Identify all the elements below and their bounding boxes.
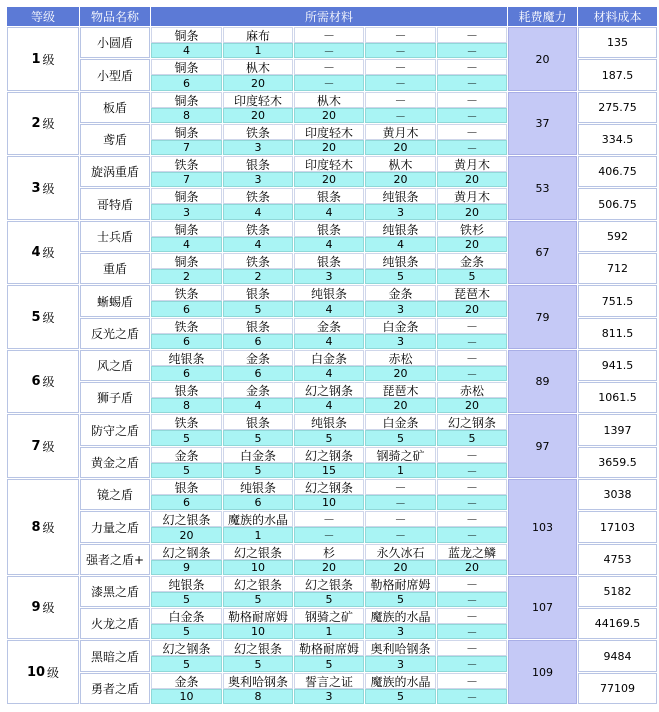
material-name-cell: －	[365, 27, 436, 43]
material-quantity-cell: 3	[365, 204, 436, 220]
level-number: 6	[31, 374, 41, 389]
material-quantity-cell: 6	[151, 75, 222, 91]
level-cell	[7, 350, 79, 413]
material-quantity-cell: 1	[223, 43, 293, 58]
item-name-cell: 狮子盾	[80, 382, 150, 413]
item-name-cell: 强者之盾+	[80, 544, 150, 575]
material-quantity-cell: 20	[365, 398, 436, 413]
material-quantity-cell: 4	[294, 398, 364, 413]
material-quantity-cell: －	[437, 592, 507, 607]
level-cell	[7, 576, 79, 639]
material-quantity-cell: 5	[365, 269, 436, 284]
item-name-cell: 重盾	[80, 253, 150, 284]
material-name-cell: －	[365, 59, 436, 75]
level-number: 3	[31, 180, 41, 196]
material-quantity-cell: －	[437, 495, 507, 510]
level-number: 7	[31, 438, 41, 454]
level-suffix: 级	[42, 375, 55, 389]
mana-cost-cell: 53	[508, 156, 577, 220]
item-name-cell: 旋涡重盾	[80, 156, 150, 187]
item-name-cell: 士兵盾	[80, 221, 150, 252]
level-cell	[7, 221, 79, 284]
material-name-cell: 幻之银条	[223, 576, 293, 592]
material-quantity-cell: －	[437, 108, 507, 123]
item-name-cell: 小圆盾	[80, 27, 150, 58]
material-quantity-cell: 6	[223, 366, 293, 381]
material-name-cell: －	[294, 511, 364, 527]
material-quantity-cell: 20	[365, 140, 436, 155]
material-name-cell: －	[437, 124, 507, 140]
material-name-cell: 铁条	[223, 221, 293, 237]
material-name-cell: 银条	[223, 414, 293, 430]
level-number: 4	[31, 245, 41, 260]
item-name-cell: 漆黑之盾	[80, 576, 150, 607]
material-quantity-cell: 20	[437, 301, 507, 317]
mana-cost-cell: 79	[508, 285, 577, 349]
item-name-cell: 哥特盾	[80, 188, 150, 220]
material-quantity-cell: 4	[294, 366, 364, 381]
material-name-cell: 幻之钢条	[151, 544, 222, 560]
level-number: 2	[31, 116, 41, 131]
material-quantity-cell: －	[365, 75, 436, 91]
material-cost-cell: 3659.5	[578, 447, 657, 478]
material-name-cell: 金条	[151, 673, 222, 689]
material-name-cell: 白金条	[151, 608, 222, 624]
level-suffix: 级	[42, 601, 55, 615]
material-quantity-cell: 5	[437, 430, 507, 446]
material-quantity-cell: 20	[294, 140, 364, 155]
material-name-cell: －	[437, 447, 507, 463]
material-name-cell: 铜条	[151, 59, 222, 75]
header-materials: 所需材料	[151, 7, 507, 26]
material-quantity-cell: 3	[223, 172, 293, 187]
item-name-cell: 黄金之盾	[80, 447, 150, 478]
level-suffix: 级	[42, 520, 55, 535]
material-quantity-cell: 8	[151, 398, 222, 413]
material-quantity-cell: －	[437, 366, 507, 381]
material-cost-cell: 9484	[578, 640, 657, 672]
material-quantity-cell: －	[437, 334, 507, 349]
level-suffix: 级	[42, 310, 55, 325]
item-name-cell: 黑暗之盾	[80, 640, 150, 672]
material-quantity-cell: 8	[223, 689, 293, 704]
material-name-cell: 誓言之证	[294, 673, 364, 689]
material-quantity-cell: 20	[437, 560, 507, 575]
material-name-cell: 勒格耐席姆	[294, 640, 364, 656]
material-quantity-cell: 6	[223, 495, 293, 510]
material-name-cell: 枞木	[223, 59, 293, 75]
material-name-cell: －	[294, 59, 364, 75]
level-cell	[7, 92, 79, 155]
material-cost-cell: 4753	[578, 544, 657, 575]
material-name-cell: 枞木	[294, 92, 364, 108]
material-quantity-cell: 4	[151, 43, 222, 58]
material-name-cell: 幻之钢条	[294, 382, 364, 398]
material-name-cell: 纯银条	[294, 414, 364, 430]
level-cell	[7, 285, 79, 349]
material-cost-cell: 811.5	[578, 318, 657, 349]
material-name-cell: －	[437, 673, 507, 689]
material-name-cell: －	[437, 640, 507, 656]
material-quantity-cell: －	[437, 656, 507, 672]
material-name-cell: 铁条	[151, 318, 222, 334]
material-name-cell: 魔族的水晶	[365, 608, 436, 624]
header-item-name: 物品名称	[80, 7, 150, 26]
material-name-cell: 铁杉	[437, 221, 507, 237]
material-name-cell: 奥利哈钢条	[223, 673, 293, 689]
material-quantity-cell: 1	[365, 463, 436, 478]
material-quantity-cell: －	[437, 527, 507, 543]
material-name-cell: 幻之银条	[223, 640, 293, 656]
material-quantity-cell: 5	[365, 689, 436, 704]
mana-cost-cell: 67	[508, 221, 577, 284]
material-quantity-cell: －	[437, 43, 507, 58]
material-name-cell: 铁条	[151, 156, 222, 172]
material-name-cell: 琵琶木	[437, 285, 507, 301]
material-name-cell: 枞木	[365, 156, 436, 172]
material-quantity-cell: 4	[223, 204, 293, 220]
material-quantity-cell: 20	[223, 75, 293, 91]
material-cost-cell: 275.75	[578, 92, 657, 123]
material-quantity-cell: －	[365, 527, 436, 543]
item-name-cell: 风之盾	[80, 350, 150, 381]
material-name-cell: 银条	[223, 318, 293, 334]
material-name-cell: 杉	[294, 544, 364, 560]
material-quantity-cell: 5	[223, 656, 293, 672]
material-cost-cell: 592	[578, 221, 657, 252]
material-quantity-cell: －	[294, 75, 364, 91]
material-name-cell: 印度轻木	[223, 92, 293, 108]
material-name-cell: 勒格耐席姆	[365, 576, 436, 592]
material-quantity-cell: －	[294, 43, 364, 58]
material-quantity-cell: 7	[151, 172, 222, 187]
material-name-cell: 赤松	[365, 350, 436, 366]
material-name-cell: －	[437, 608, 507, 624]
material-name-cell: 钢骑之矿	[365, 447, 436, 463]
material-quantity-cell: 20	[437, 237, 507, 252]
material-name-cell: －	[437, 92, 507, 108]
mana-cost-cell: 97	[508, 414, 577, 478]
material-name-cell: 金条	[294, 318, 364, 334]
material-quantity-cell: 5	[223, 301, 293, 317]
material-quantity-cell: 8	[151, 108, 222, 123]
material-quantity-cell: 3	[365, 656, 436, 672]
material-name-cell: 金条	[223, 350, 293, 366]
material-name-cell: 幻之银条	[151, 511, 222, 527]
material-quantity-cell: 20	[365, 560, 436, 575]
material-quantity-cell: 3	[365, 334, 436, 349]
material-name-cell: －	[437, 479, 507, 495]
material-quantity-cell: 5	[151, 656, 222, 672]
level-number: 1	[31, 51, 41, 67]
material-name-cell: 银条	[223, 156, 293, 172]
level-suffix: 级	[42, 246, 55, 260]
material-name-cell: －	[365, 479, 436, 495]
material-quantity-cell: －	[437, 689, 507, 704]
material-quantity-cell: 1	[294, 624, 364, 639]
material-name-cell: －	[294, 27, 364, 43]
item-name-cell: 防守之盾	[80, 414, 150, 446]
material-cost-cell: 506.75	[578, 188, 657, 220]
material-name-cell: 银条	[294, 188, 364, 204]
material-quantity-cell: 6	[151, 301, 222, 317]
material-quantity-cell: 4	[223, 237, 293, 252]
material-quantity-cell: 5	[294, 656, 364, 672]
material-quantity-cell: 10	[294, 495, 364, 510]
material-name-cell: 铁条	[151, 414, 222, 430]
material-name-cell: 铜条	[151, 124, 222, 140]
material-name-cell: －	[437, 318, 507, 334]
material-name-cell: 白金条	[365, 318, 436, 334]
header-mana-cost: 耗费魔力	[508, 7, 577, 26]
material-quantity-cell: 20	[437, 172, 507, 187]
material-quantity-cell: 20	[437, 204, 507, 220]
material-name-cell: 纯银条	[365, 221, 436, 237]
material-quantity-cell: 20	[151, 527, 222, 543]
material-name-cell: －	[437, 576, 507, 592]
material-name-cell: 铜条	[151, 221, 222, 237]
material-quantity-cell: 4	[294, 237, 364, 252]
material-name-cell: 金条	[151, 447, 222, 463]
material-name-cell: 纯银条	[223, 479, 293, 495]
item-name-cell: 小型盾	[80, 59, 150, 91]
material-quantity-cell: 5	[151, 592, 222, 607]
material-quantity-cell: 4	[294, 301, 364, 317]
level-number: 9	[31, 600, 41, 615]
material-quantity-cell: 5	[437, 269, 507, 284]
level-suffix: 级	[42, 52, 55, 67]
material-cost-cell: 77109	[578, 673, 657, 704]
material-quantity-cell: 5	[294, 592, 364, 607]
material-quantity-cell: －	[437, 140, 507, 155]
material-name-cell: 银条	[223, 285, 293, 301]
material-quantity-cell: 10	[151, 689, 222, 704]
material-quantity-cell: 6	[151, 366, 222, 381]
material-quantity-cell: 20	[437, 398, 507, 413]
material-quantity-cell: 5	[365, 592, 436, 607]
material-quantity-cell: 4	[294, 204, 364, 220]
item-name-cell: 镜之盾	[80, 479, 150, 510]
material-cost-cell: 17103	[578, 511, 657, 543]
material-quantity-cell: －	[437, 463, 507, 478]
material-name-cell: 赤松	[437, 382, 507, 398]
level-suffix: 级	[42, 181, 55, 196]
material-quantity-cell: 5	[223, 430, 293, 446]
material-name-cell: 魔族的水晶	[365, 673, 436, 689]
material-quantity-cell: 2	[223, 269, 293, 284]
material-quantity-cell: 5	[151, 430, 222, 446]
material-name-cell: 纯银条	[151, 576, 222, 592]
material-name-cell: 印度轻木	[294, 156, 364, 172]
material-name-cell: 银条	[151, 382, 222, 398]
material-quantity-cell: 5	[151, 624, 222, 639]
material-quantity-cell: 20	[365, 366, 436, 381]
material-quantity-cell: －	[365, 495, 436, 510]
material-cost-cell: 941.5	[578, 350, 657, 381]
material-quantity-cell: 20	[294, 560, 364, 575]
material-quantity-cell: 4	[223, 398, 293, 413]
material-name-cell: 铁条	[151, 285, 222, 301]
material-quantity-cell: 7	[151, 140, 222, 155]
material-cost-cell: 5182	[578, 576, 657, 607]
material-name-cell: －	[365, 92, 436, 108]
material-quantity-cell: 10	[223, 560, 293, 575]
material-name-cell: 铜条	[151, 253, 222, 269]
material-quantity-cell: 3	[294, 689, 364, 704]
material-name-cell: 纯银条	[365, 188, 436, 204]
material-name-cell: 铜条	[151, 27, 222, 43]
material-cost-cell: 1397	[578, 414, 657, 446]
material-name-cell: 琵琶木	[365, 382, 436, 398]
material-name-cell: 纯银条	[365, 253, 436, 269]
material-name-cell: －	[437, 350, 507, 366]
material-name-cell: 奥利哈钢条	[365, 640, 436, 656]
material-quantity-cell: 4	[294, 334, 364, 349]
material-quantity-cell: 3	[223, 140, 293, 155]
material-name-cell: 铁条	[223, 253, 293, 269]
material-quantity-cell: 6	[151, 495, 222, 510]
material-name-cell: 勒格耐席姆	[223, 608, 293, 624]
material-name-cell: 蓝龙之鳞	[437, 544, 507, 560]
item-name-cell: 火龙之盾	[80, 608, 150, 639]
material-name-cell: 铜条	[151, 92, 222, 108]
material-quantity-cell: 20	[365, 172, 436, 187]
material-quantity-cell: 3	[365, 301, 436, 317]
material-name-cell: 银条	[294, 221, 364, 237]
item-name-cell: 鸢盾	[80, 124, 150, 155]
material-quantity-cell: 5	[294, 430, 364, 446]
material-quantity-cell: 20	[294, 108, 364, 123]
mana-cost-cell: 103	[508, 479, 577, 575]
material-quantity-cell: 3	[151, 204, 222, 220]
material-name-cell: 黄月木	[437, 188, 507, 204]
item-name-cell: 板盾	[80, 92, 150, 123]
material-name-cell: －	[437, 59, 507, 75]
level-cell	[7, 640, 79, 704]
material-name-cell: 幻之钢条	[437, 414, 507, 430]
material-name-cell: －	[365, 511, 436, 527]
level-suffix: 级	[42, 439, 55, 454]
material-quantity-cell: 10	[223, 624, 293, 639]
material-name-cell: 钢骑之矿	[294, 608, 364, 624]
material-name-cell: 白金条	[365, 414, 436, 430]
material-quantity-cell: －	[365, 43, 436, 58]
material-quantity-cell: 6	[151, 334, 222, 349]
material-quantity-cell: 6	[223, 334, 293, 349]
material-quantity-cell: －	[294, 527, 364, 543]
level-suffix: 级	[47, 665, 60, 680]
mana-cost-cell: 20	[508, 27, 577, 91]
header-material-cost: 材料成本	[578, 7, 657, 26]
material-cost-cell: 135	[578, 27, 657, 58]
material-name-cell: 银条	[294, 253, 364, 269]
material-name-cell: 纯银条	[294, 285, 364, 301]
material-quantity-cell: 5	[223, 463, 293, 478]
material-name-cell: 白金条	[294, 350, 364, 366]
material-quantity-cell: 20	[223, 108, 293, 123]
material-cost-cell: 187.5	[578, 59, 657, 91]
material-quantity-cell: 2	[151, 269, 222, 284]
material-quantity-cell: －	[437, 624, 507, 639]
mana-cost-cell: 37	[508, 92, 577, 155]
material-quantity-cell: 4	[365, 237, 436, 252]
material-quantity-cell: 1	[223, 527, 293, 543]
material-quantity-cell: 3	[365, 624, 436, 639]
level-cell	[7, 27, 79, 91]
material-name-cell: 金条	[223, 382, 293, 398]
material-name-cell: 幻之钢条	[294, 447, 364, 463]
material-cost-cell: 1061.5	[578, 382, 657, 413]
material-name-cell: 幻之钢条	[294, 479, 364, 495]
material-name-cell: 幻之银条	[223, 544, 293, 560]
material-cost-cell: 751.5	[578, 285, 657, 317]
material-cost-cell: 3038	[578, 479, 657, 510]
material-name-cell: 白金条	[223, 447, 293, 463]
material-name-cell: 黄月木	[437, 156, 507, 172]
material-cost-cell: 406.75	[578, 156, 657, 187]
level-cell	[7, 479, 79, 575]
material-quantity-cell: 3	[294, 269, 364, 284]
material-name-cell: 黄月木	[365, 124, 436, 140]
item-name-cell: 蜥蜴盾	[80, 285, 150, 317]
material-name-cell: －	[437, 511, 507, 527]
level-number: 8	[31, 519, 41, 535]
material-name-cell: 铁条	[223, 188, 293, 204]
level-number: 5	[31, 309, 41, 325]
mana-cost-cell: 109	[508, 640, 577, 704]
material-quantity-cell: 4	[151, 237, 222, 252]
material-name-cell: 印度轻木	[294, 124, 364, 140]
material-cost-cell: 334.5	[578, 124, 657, 155]
item-name-cell: 反光之盾	[80, 318, 150, 349]
mana-cost-cell: 89	[508, 350, 577, 413]
material-name-cell: 麻布	[223, 27, 293, 43]
material-name-cell: 幻之银条	[294, 576, 364, 592]
material-name-cell: 铜条	[151, 188, 222, 204]
material-cost-cell: 712	[578, 253, 657, 284]
material-quantity-cell: －	[365, 108, 436, 123]
material-name-cell: 纯银条	[151, 350, 222, 366]
mana-cost-cell: 107	[508, 576, 577, 639]
material-quantity-cell: 15	[294, 463, 364, 478]
item-name-cell: 勇者之盾	[80, 673, 150, 704]
material-name-cell: 永久冰石	[365, 544, 436, 560]
level-cell	[7, 414, 79, 478]
header-level: 等级	[7, 7, 79, 26]
material-name-cell: －	[437, 27, 507, 43]
material-cost-cell: 44169.5	[578, 608, 657, 639]
material-name-cell: 金条	[437, 253, 507, 269]
material-name-cell: 幻之钢条	[151, 640, 222, 656]
material-name-cell: 铁条	[223, 124, 293, 140]
material-quantity-cell: 5	[151, 463, 222, 478]
material-name-cell: 魔族的水晶	[223, 511, 293, 527]
level-number: 10	[26, 664, 46, 680]
material-name-cell: 金条	[365, 285, 436, 301]
material-quantity-cell: 5	[223, 592, 293, 607]
item-name-cell: 力量之盾	[80, 511, 150, 543]
level-suffix: 级	[42, 117, 55, 131]
material-quantity-cell: 5	[365, 430, 436, 446]
level-cell	[7, 156, 79, 220]
material-name-cell: 银条	[151, 479, 222, 495]
material-quantity-cell: 20	[294, 172, 364, 187]
material-quantity-cell: －	[437, 75, 507, 91]
material-quantity-cell: 9	[151, 560, 222, 575]
